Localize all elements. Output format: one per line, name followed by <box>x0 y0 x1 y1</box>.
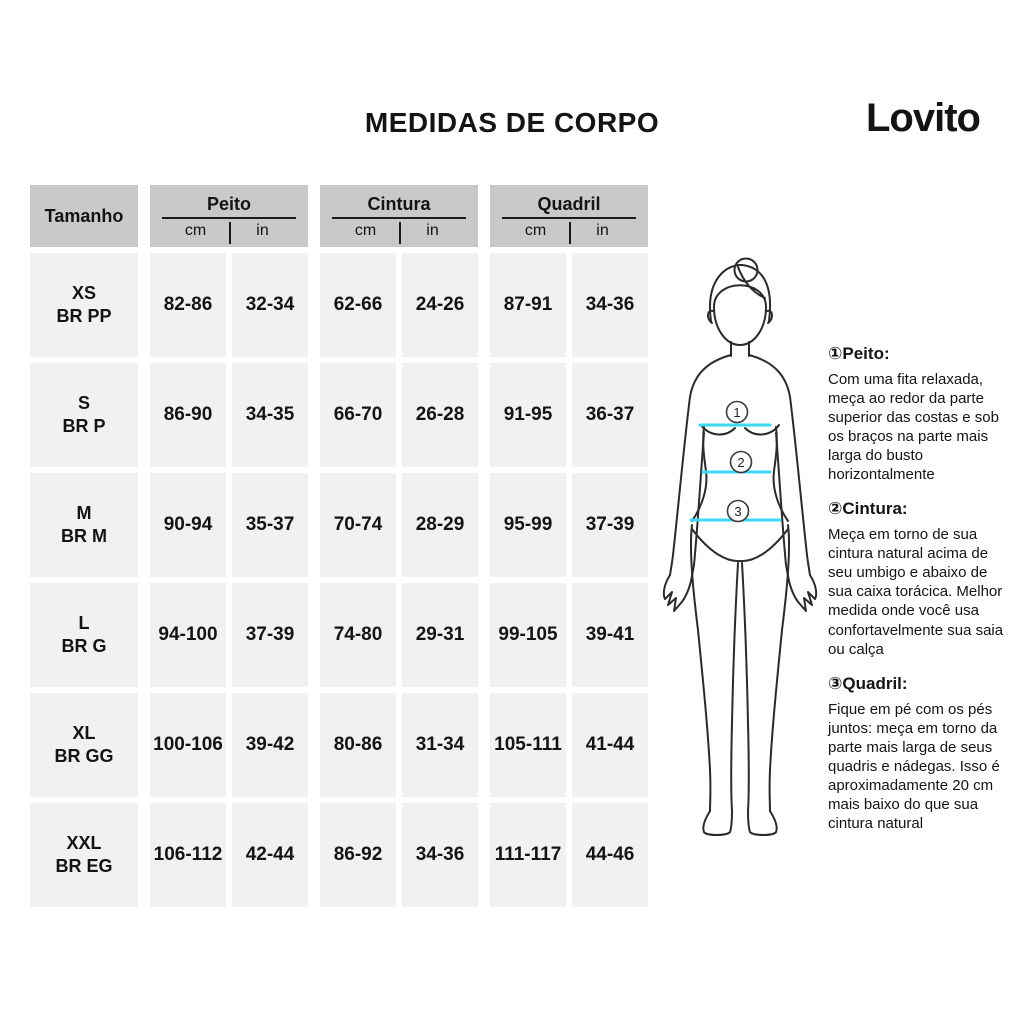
value-cell: 36-37 <box>572 363 648 467</box>
left-inner-leg-line <box>731 563 738 811</box>
table-row-xl <box>30 693 648 797</box>
value-cell: 37-39 <box>232 583 308 687</box>
size-br-label: BR GG <box>54 746 114 766</box>
size-label: L <box>78 612 90 633</box>
value-cell: 42-44 <box>232 803 308 907</box>
group-units <box>502 219 636 240</box>
size-cell <box>30 583 138 687</box>
table-row-l <box>30 583 648 687</box>
value-cell: 74-80 <box>320 583 396 687</box>
size-br-label: BR PP <box>56 306 112 326</box>
value-cell: 34-35 <box>232 363 308 467</box>
value-cell: 39-42 <box>232 693 308 797</box>
value-cell: 100-106 <box>150 693 226 797</box>
value-cell: 95-99 <box>490 473 566 577</box>
col-header-tamanho: Tamanho <box>30 185 138 247</box>
table-row-m <box>30 473 648 577</box>
instruction-peito <box>828 344 1008 484</box>
svg-text:2: 2 <box>737 455 745 470</box>
size-label: XS <box>71 282 96 303</box>
body-figure-illustration <box>653 255 828 850</box>
instruction-body: Fique em pé com os pés juntos: meça em torno da parte mais larga de seus quadris e nádegas. Isso é aproximadamente 20 cm mais baixo do que sua cintura natural <box>828 700 1000 832</box>
size-cell <box>30 253 138 357</box>
value-cell: 37-39 <box>572 473 648 577</box>
torso-left-outline <box>692 427 706 521</box>
size-cell <box>30 363 138 467</box>
group-label: Quadril <box>537 193 601 214</box>
size-label: XL <box>72 722 96 743</box>
unit-in: in <box>596 222 609 240</box>
value-cell: 31-34 <box>402 693 478 797</box>
group-units <box>162 219 296 240</box>
size-label: M <box>76 502 92 523</box>
table-row-s <box>30 363 648 467</box>
value-cell: 94-100 <box>150 583 226 687</box>
unit-divider <box>229 222 231 244</box>
left-foot-icon <box>703 811 732 835</box>
instruction-cintura <box>828 499 1008 658</box>
value-cell: 106-112 <box>150 803 226 907</box>
instruction-heading: ①Peito: <box>828 344 890 363</box>
value-cell: 99-105 <box>490 583 566 687</box>
value-cell: 24-26 <box>402 253 478 357</box>
value-cell: 32-34 <box>232 253 308 357</box>
value-cell: 34-36 <box>572 253 648 357</box>
table-row-xxl <box>30 803 648 907</box>
col-group-quadril <box>490 185 648 247</box>
value-cell: 105-111 <box>490 693 566 797</box>
unit-in: in <box>426 222 439 240</box>
right-foot-icon <box>748 811 777 835</box>
value-cell: 70-74 <box>320 473 396 577</box>
left-arm-outline <box>670 355 731 575</box>
value-cell: 91-95 <box>490 363 566 467</box>
value-cell: 86-92 <box>320 803 396 907</box>
instruction-quadril <box>828 674 1008 833</box>
value-cell: 66-70 <box>320 363 396 467</box>
svg-text:3: 3 <box>734 504 742 519</box>
size-br-label: BR P <box>62 416 106 436</box>
value-cell: 62-66 <box>320 253 396 357</box>
unit-divider <box>569 222 571 244</box>
page-title: MEDIDAS DE CORPO <box>364 107 660 138</box>
value-cell: 82-86 <box>150 253 226 357</box>
value-cell: 26-28 <box>402 363 478 467</box>
unit-cm: cm <box>354 222 377 240</box>
size-cell <box>30 693 138 797</box>
size-cell <box>30 473 138 577</box>
size-cell <box>30 803 138 907</box>
group-label: Cintura <box>367 193 431 214</box>
table-header-row <box>30 185 648 247</box>
unit-in: in <box>256 222 269 240</box>
left-hand-icon <box>664 565 694 611</box>
value-cell: 86-90 <box>150 363 226 467</box>
value-cell: 34-36 <box>402 803 478 907</box>
instruction-body: Meça em torno de sua cintura natural acima de seu umbigo e abaixo de sua caixa torácica. Melhor medida onde você usa confortavelmente sua saia ou calça <box>828 526 1004 658</box>
measuring-instructions <box>828 344 1008 833</box>
size-label: S <box>77 392 90 413</box>
right-hand-icon <box>786 565 816 611</box>
value-cell: 29-31 <box>402 583 478 687</box>
right-arm-outline <box>749 355 810 575</box>
unit-cm: cm <box>184 222 207 240</box>
unit-divider <box>399 222 401 244</box>
value-cell: 28-29 <box>402 473 478 577</box>
value-cell: 111-117 <box>490 803 566 907</box>
bikini-line <box>692 529 788 561</box>
size-br-label: BR EG <box>55 856 113 876</box>
group-units <box>332 219 466 240</box>
group-label: Peito <box>206 193 251 214</box>
svg-text:1: 1 <box>733 405 741 420</box>
value-cell: 44-46 <box>572 803 648 907</box>
col-group-cintura <box>320 185 478 247</box>
value-cell: 87-91 <box>490 253 566 357</box>
instruction-body: Com uma fita relaxada, meça ao redor da parte superior das costas e sob os braços na parte mais larga do busto horizontalmente <box>828 371 999 484</box>
measure-marker-3 <box>728 501 749 522</box>
size-br-label: BR M <box>61 526 107 546</box>
unit-cm: cm <box>524 222 547 240</box>
instruction-heading: ③Quadril: <box>828 673 908 693</box>
right-inner-leg-line <box>742 563 749 811</box>
size-br-label: BR G <box>61 636 107 656</box>
col-group-peito <box>150 185 308 247</box>
size-label: XXL <box>66 832 102 853</box>
value-cell: 80-86 <box>320 693 396 797</box>
value-cell: 90-94 <box>150 473 226 577</box>
brand-logo: Lovito <box>866 96 980 140</box>
instruction-heading: ②Cintura: <box>828 499 908 519</box>
value-cell: 35-37 <box>232 473 308 577</box>
measure-marker-2 <box>731 452 752 473</box>
table-row-xs <box>30 253 648 357</box>
value-cell: 39-41 <box>572 583 648 687</box>
value-cell: 41-44 <box>572 693 648 797</box>
measure-marker-1 <box>727 402 748 423</box>
hair-bun-icon <box>735 259 758 282</box>
torso-right-outline <box>774 427 788 521</box>
size-table <box>30 185 648 907</box>
